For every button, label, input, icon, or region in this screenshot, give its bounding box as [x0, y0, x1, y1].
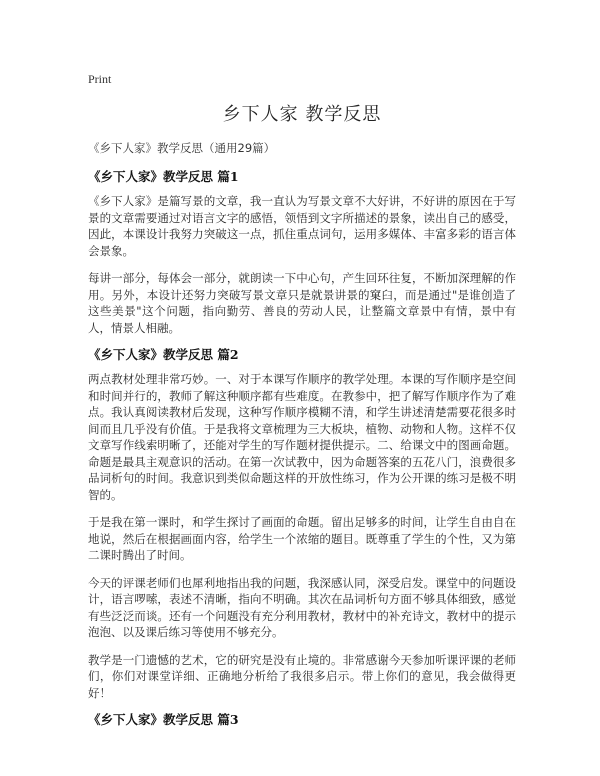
- paragraph: 于是我在第一课时，和学生探讨了画面的命题。留出足够多的时间，让学生自由自在地说，然后在根据画面内容，给学生一个浓缩的题目。既尊重了学生的个性，又为第二课时腾出了时间。: [88, 515, 516, 562]
- section-1: [88, 169, 516, 336]
- paragraph: 《乡下人家》是篇写景的文章，我一直认为写景文章不大好讲，不好讲的原因在于写景的文章需要通过对语言文字的感悟，领悟到文字所描述的景象，读出自己的感受，因此，本课设计我努力突破这一点，抓住重点词句，运用多媒体、丰富多彩的语言体会景象。: [88, 194, 516, 258]
- section-heading: 《乡下人家》教学反思 篇3: [88, 712, 239, 727]
- print-link[interactable]: Print: [88, 72, 112, 86]
- section-heading: 《乡下人家》教学反思 篇2: [88, 347, 239, 362]
- paragraph: 教学是一门遗憾的艺术，它的研究是没有止境的。非常感谢今天参加听课评课的老师们，你们对课堂详细、正确地分析给了我很多启示。带上你们的意见，我会做得更好！: [88, 652, 516, 700]
- paragraph: 两点教材处理非常巧妙。一、对于本课写作顺序的教学处理。本课的写作顺序是空间和时间并行的，教师了解这种顺序都有些难度。在教参中，把了解写作顺序作为了难点。我认真阅读教材后发现，这种写作顺序模糊不清，和学生讲述清楚需要花很多时间而且几乎没有价值。于是我将文章梳理为三大板块，植物、动物和人物。这样不仅文章写作线索明晰了，还能对学生的写作题材提供提示。二、给课文中的图画命题。命题是最具主观意识的活动。在第一次试教中，因为命题答案的五花八门，浪费很多品词析句的时间。我意识到类似命题这样的开放性练习，作为公开课的练习是极不明智的。: [88, 372, 516, 502]
- section-2: [88, 347, 516, 701]
- document-subtitle: 《乡下人家》教学反思（通用29篇）: [88, 141, 276, 155]
- paragraph: 今天的评课老师们也犀利地指出我的问题，我深感认同，深受启发。课堂中的问题设计，语言啰嗦，表述不清晰，指向不明确。其次在品词析句方面不够具体细致，感觉有些泛泛而谈。还有一个问题没有充分利用教材，教材中的补充诗文，教材中的提示泡泡、以及课后练习等使用不够充分。: [88, 575, 516, 639]
- document-page: [88, 72, 516, 736]
- section-3: [88, 712, 516, 728]
- document-title: 乡下人家 教学反思: [222, 104, 382, 125]
- paragraph: 每讲一部分，每体会一部分，就朗读一下中心句，产生回环往复，不断加深理解的作用。另外，本设计还努力突破写景文章只是就景讲景的窠臼，而是通过"是谁创造了这些美景"这个问题，指向勤劳、善良的劳动人民，让整篇文章景中有情，景中有人，情景人相融。: [88, 271, 516, 335]
- section-heading: 《乡下人家》教学反思 篇1: [88, 169, 239, 184]
